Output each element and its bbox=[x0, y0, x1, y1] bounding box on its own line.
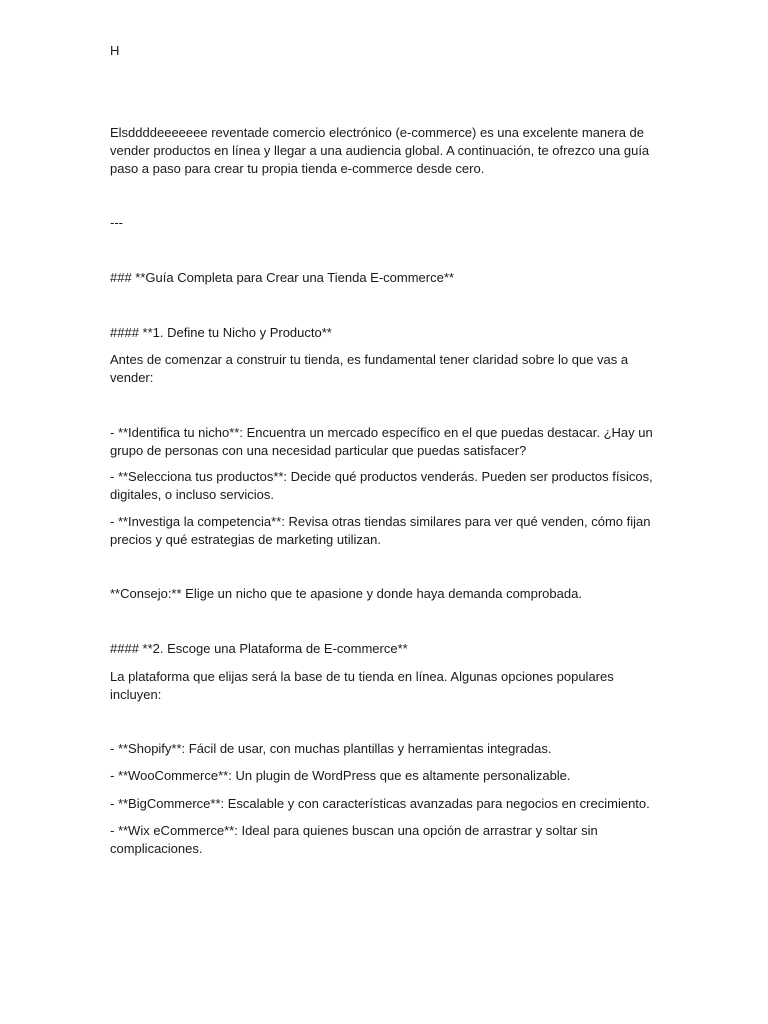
intro-paragraph: Elsddddeeeeeee reventade comercio electrónico (e-commerce) es una excelente manera de vender productos en línea y llegar a una audiencia global. A continuación, te ofrezco una guía paso a paso para crear tu propia tienda e-commerce desde cero. bbox=[110, 125, 650, 176]
list-item: - **Investiga la competencia**: Revisa otras tiendas similares para ver qué venden, cómo fijan precios y qué estrategias de marketing utilizan. bbox=[110, 514, 651, 547]
tip-paragraph: **Consejo:** Elige un nicho que te apasione y donde haya demanda comprobada. bbox=[110, 586, 582, 601]
list-item: - **Wix eCommerce**: Ideal para quienes buscan una opción de arrastrar y soltar sin complicaciones. bbox=[110, 823, 598, 856]
section-2-intro: La plataforma que elijas será la base de tu tienda en línea. Algunas opciones populares incluyen: bbox=[110, 669, 614, 702]
list-item: - **Identifica tu nicho**: Encuentra un mercado específico en el que puedas destacar. ¿Hay un grupo de personas con una necesidad particular que puedas satisfacer? bbox=[110, 425, 653, 458]
list-item: - **WooCommerce**: Un plugin de WordPress que es altamente personalizable. bbox=[110, 768, 571, 783]
section-1-intro: Antes de comenzar a construir tu tienda, es fundamental tener claridad sobre lo que vas a vender: bbox=[110, 352, 629, 385]
list-item: - **BigCommerce**: Escalable y con características avanzadas para negocios en crecimiento. bbox=[110, 796, 650, 811]
horizontal-rule-text: --- bbox=[110, 215, 123, 230]
heading-letter: H bbox=[110, 43, 120, 58]
section-heading-2: #### **2. Escoge una Plataforma de E-commerce** bbox=[110, 641, 408, 656]
section-heading-1: #### **1. Define tu Nicho y Producto** bbox=[110, 325, 332, 340]
list-item: - **Selecciona tus productos**: Decide qué productos venderás. Pueden ser productos físicos, digitales, o incluso servicios. bbox=[110, 469, 653, 502]
guide-title: ### **Guía Completa para Crear una Tienda E-commerce** bbox=[110, 270, 454, 285]
list-item: - **Shopify**: Fácil de usar, con muchas plantillas y herramientas integradas. bbox=[110, 741, 552, 756]
